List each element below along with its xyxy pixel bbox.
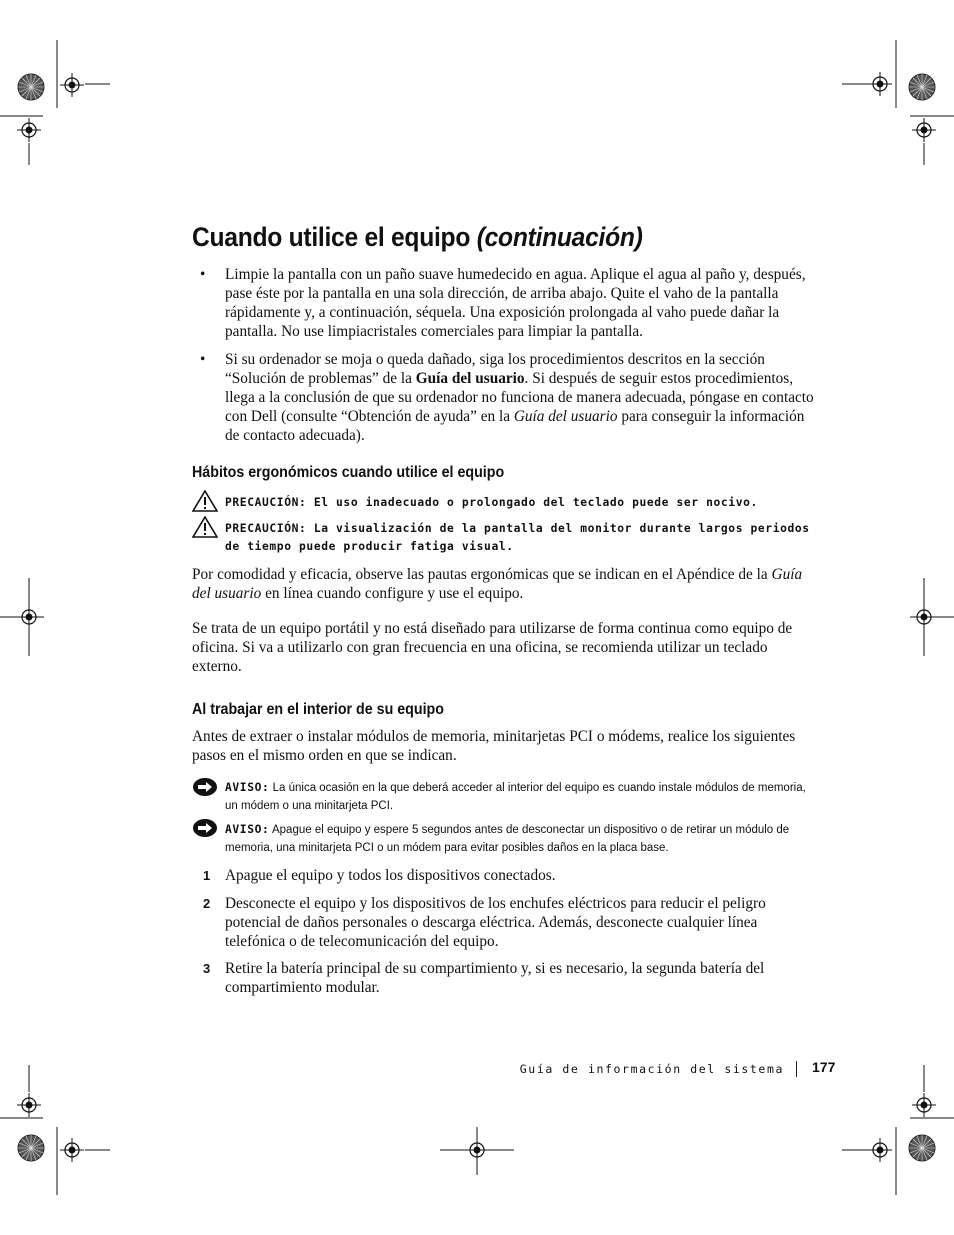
notice-arrow-icon — [192, 777, 218, 797]
bullet-marker: • — [200, 266, 206, 283]
paragraph: Se trata de un equipo portátil y no está diseñado para utilizarse de forma continua como equipo de oficina. Si va a utilizarlo con gran frecuencia en una oficina, se recomienda utilizar un teclado externo. — [192, 620, 793, 675]
title-italic: (continuación) — [476, 222, 643, 252]
bullet-text: Si su ordenador se moja o queda dañado, siga los procedimientos descritos en la sección “Solución de problemas” de la Guía del usuario. Si después de seguir estos procedimientos, llega a la conclusión de que su ordenador no funciona de manera adecuada, póngase en contacto con Dell (consulte “Obtención de ayuda” en la Guía del usuario para conseguir la información de contacto adecuada). — [225, 351, 814, 444]
paragraph: Antes de extraer o instalar módulos de memoria, minitarjetas PCI o módems, realice los siguientes pasos en el mismo orden en que se indican. — [192, 728, 796, 764]
step-text: Retire la batería principal de su compartimiento y, si es necesario, la segunda batería del compartimiento modular. — [225, 960, 765, 996]
caution-text: PRECAUCIÓN: La visualización de la pantalla del monitor durante largos periodos de tiempo puede producir fatiga visual. — [225, 522, 810, 553]
guide-reference: Guía del usuario — [513, 408, 618, 425]
section-heading: Al trabajar en el interior de su equipo — [192, 701, 444, 718]
bullet-marker: • — [200, 351, 206, 368]
registration-star-mark — [18, 74, 44, 100]
footer-divider — [796, 1061, 797, 1077]
registration-star-mark — [909, 74, 935, 100]
notice-arrow-icon — [192, 818, 218, 838]
paragraph: Por comodidad y eficacia, observe las pautas ergonómicas que se indican en el Apéndice de la Guía del usuario en línea cuando configure y use el equipo. — [192, 566, 803, 602]
notice-text: AVISO: Apague el equipo y espere 5 segundos antes de desconectar un dispositivo o de retirar un módulo de memoria, una minitarjeta PCI o un módem para evitar posibles daños en la placa base. — [225, 823, 790, 854]
warning-triangle-icon — [192, 490, 218, 512]
warning-triangle-icon — [192, 516, 218, 538]
title-main: Cuando utilice el equipo — [192, 222, 471, 252]
registration-star-mark — [18, 1135, 44, 1161]
page-number: 177 — [812, 1059, 836, 1075]
step-number: 1 — [203, 868, 211, 883]
registration-mark — [60, 73, 84, 97]
step-number: 2 — [203, 896, 211, 911]
bullet-text: Limpie la pantalla con un paño suave humedecido en agua. Aplique el agua al paño y, después, pase éste por la pantalla en una sola dirección, de arriba abajo. Quite el vaho de la pantalla rápidamente y, a continuación, séquela. Una exposición prolongada al vaho puede dañar la pantalla. No use limpiacristales comerciales para limpiar la pantalla. — [225, 266, 806, 340]
registration-star-mark — [909, 1135, 935, 1161]
guide-reference: Guía del usuario — [192, 566, 803, 602]
registration-mark — [868, 72, 892, 96]
registration-mark — [17, 118, 41, 142]
registration-mark — [912, 118, 936, 142]
footer-title: Guía de información del sistema — [519, 1062, 784, 1076]
step-text: Desconecte el equipo y los dispositivos de los enchufes eléctricos para reducir el peligro potencial de daños personales o descarga eléctrica. Además, desconecte cualquier línea telefónica o de telecomunicación del equipo. — [225, 895, 766, 950]
registration-mark — [17, 1093, 41, 1117]
step-number: 3 — [203, 961, 211, 976]
section-heading: Hábitos ergonómicos cuando utilice el equipo — [192, 464, 505, 481]
registration-mark — [912, 1093, 936, 1117]
caution-text: PRECAUCIÓN: El uso inadecuado o prolongado del teclado puede ser nocivo. — [225, 496, 758, 509]
notice-text: AVISO: La única ocasión en la que deberá acceder al interior del equipo es cuando instale módulos de memoria, un módem o una minitarjeta PCI. — [225, 781, 806, 812]
page-title — [192, 222, 643, 253]
registration-mark — [60, 1138, 84, 1162]
registration-mark — [868, 1138, 892, 1162]
step-text: Apague el equipo y todos los dispositivos conectados. — [225, 867, 556, 884]
guide-reference: Guía del usuario — [415, 370, 525, 387]
